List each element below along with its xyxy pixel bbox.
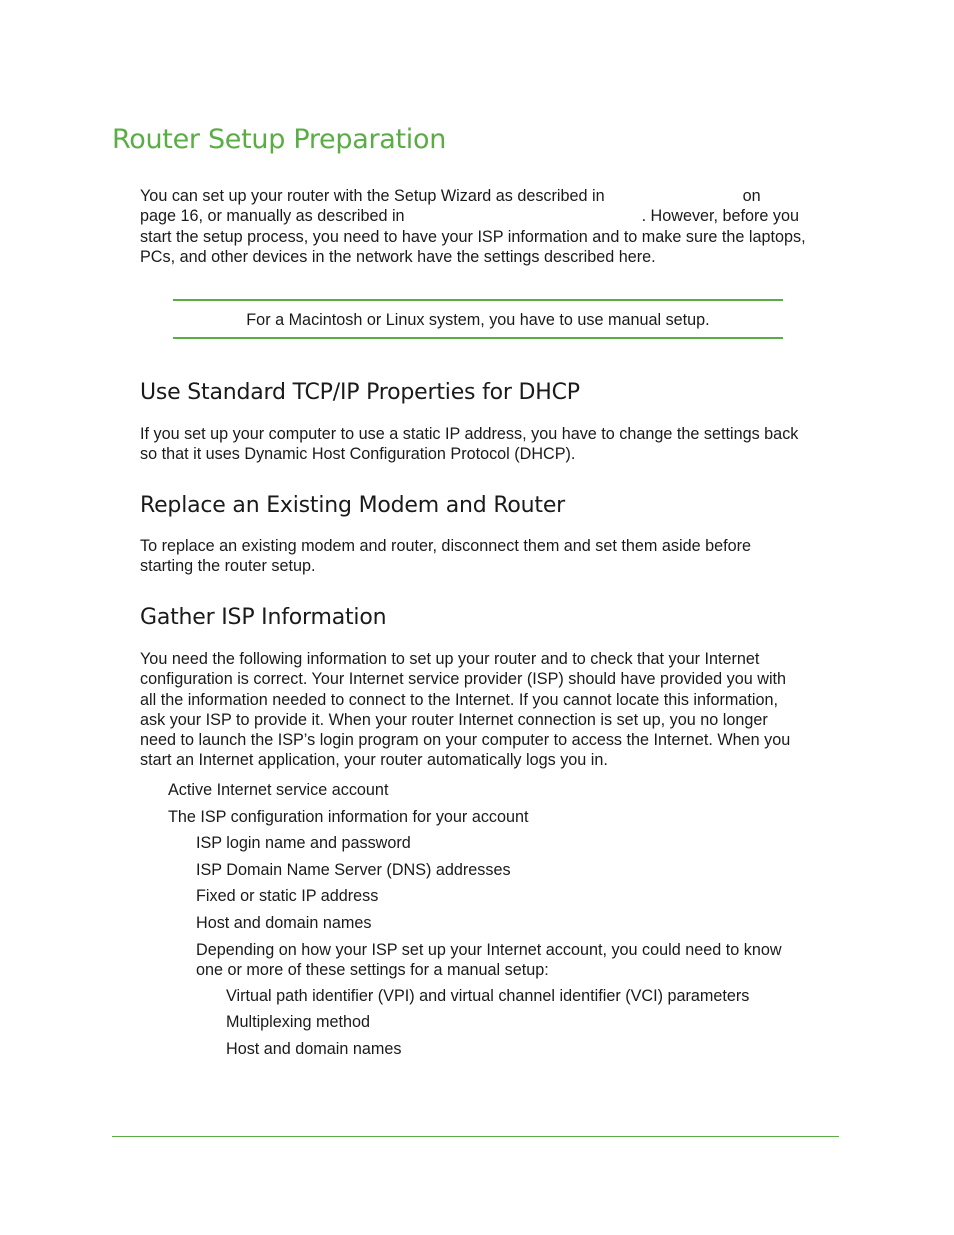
list-item: Active Internet service account <box>168 781 389 799</box>
page-title: Router Setup Preparation <box>112 124 447 155</box>
dhcp-text: If you set up your computer to use a static IP address, you have to change the settings back <box>140 425 799 443</box>
intro-text: You can set up your router with the Setup Wizard as described in <box>140 187 605 205</box>
list-item: ISP login name and password <box>196 834 411 852</box>
note-top-rule <box>173 299 783 301</box>
isp-text: configuration is correct. Your Internet service provider (ISP) should have provided you with <box>140 670 787 689</box>
isp-paragraph <box>140 649 840 771</box>
list-item <box>196 940 782 981</box>
dhcp-paragraph <box>140 424 840 465</box>
note-text: For a Macintosh or Linux system, you have to use manual setup. <box>246 311 710 329</box>
list-item-text: one or more of these settings for a manual setup: <box>196 961 549 980</box>
list-item: Fixed or static IP address <box>196 887 379 905</box>
intro-text: start the setup process, you need to have your ISP information and to make sure the laptops, <box>140 227 806 246</box>
isp-text: all the information needed to connect to the Internet. If you cannot locate this information, <box>140 690 778 709</box>
list-item: Virtual path identifier (VPI) and virtual channel identifier (VCI) parameters <box>226 987 750 1005</box>
intro-text: . However, before you <box>641 207 800 226</box>
isp-text: need to launch the ISP’s login program on your computer to access the Internet. When you <box>140 731 791 750</box>
isp-text: You need the following information to set up your router and to check that your Internet <box>140 650 760 668</box>
intro-paragraph <box>140 186 840 267</box>
list-item: ISP Domain Name Server (DNS) addresses <box>196 861 511 879</box>
section-heading-dhcp: Use Standard TCP/IP Properties for DHCP <box>140 380 580 405</box>
isp-text: start an Internet application, your router automatically logs you in. <box>140 751 608 770</box>
note-bottom-rule <box>173 337 783 339</box>
list-item: Host and domain names <box>226 1040 402 1058</box>
replace-text: starting the router setup. <box>140 557 316 576</box>
list-item-text: Depending on how your ISP set up your Internet account, you could need to know <box>196 941 782 959</box>
list-item: Multiplexing method <box>226 1013 370 1031</box>
isp-text: ask your ISP to provide it. When your router Internet connection is set up, you no longer <box>140 710 768 729</box>
section-heading-replace: Replace an Existing Modem and Router <box>140 493 566 518</box>
intro-text: page 16, or manually as described in <box>140 207 405 226</box>
intro-text: PCs, and other devices in the network have the settings described here. <box>140 247 656 266</box>
replace-text: To replace an existing modem and router, disconnect them and set them aside before <box>140 537 751 555</box>
dhcp-text: so that it uses Dynamic Host Configuration Protocol (DHCP). <box>140 445 576 464</box>
list-item: Host and domain names <box>196 914 372 932</box>
footer-rule <box>112 1136 839 1137</box>
replace-paragraph <box>140 536 840 577</box>
intro-text: on <box>742 187 761 205</box>
section-heading-isp: Gather ISP Information <box>140 605 387 630</box>
list-item: The ISP configuration information for your account <box>168 808 529 826</box>
